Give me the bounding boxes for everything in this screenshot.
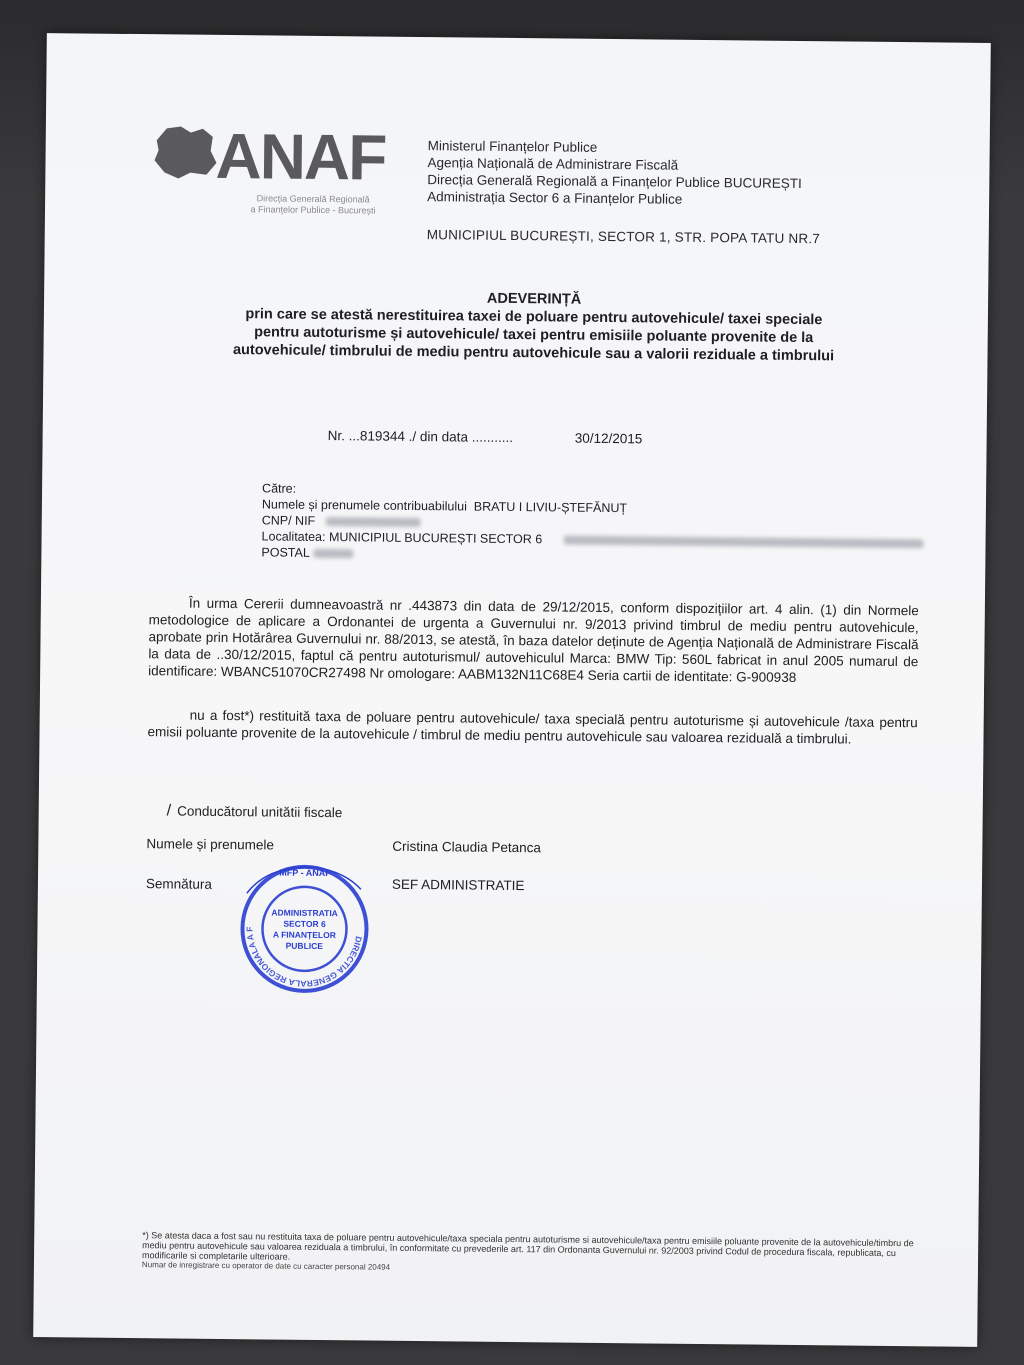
romania-map-icon bbox=[150, 122, 219, 183]
svg-text:PUBLICE: PUBLICE bbox=[285, 940, 324, 952]
redacted-cnp bbox=[326, 517, 421, 527]
number-text: Nr. ...819344 ./ din data ........... bbox=[327, 428, 514, 445]
body-paragraph: În urma Cererii dumneavoastră nr .443873 din data de 29/12/2015, conform dispozițiilor art. 4 alin. (1) din Normele metodologice de aplicare a Ordonantei de urgenta a Guvernului nr. 9/2013 privind timbrul de mediu pentru autovehicule, aprobate prin Hotărârea Guvernului nr. 88/2013, se atestă, în baza datelor deținute de Agenția Națională de Administrare Fiscală la data de ..30/12/2015, faptul că pentru autoturismul/ autovehiculul Marca: BMW Tip: 560L fabricat in anul 2005 numarul de identificare: WBANC51070CR27498 Nr omologare: AABM132N11C68E4 Seria cartii de identitate: G-900938 bbox=[148, 595, 919, 685]
institution-address: MUNICIPIUL BUCUREȘTI, SECTOR 1, STR. POPA TATU NR.7 bbox=[426, 227, 821, 247]
signature-name-value: Cristina Claudia Petanca bbox=[392, 838, 542, 856]
institution-line: Direcția Generală Regională a Finanțelor Publice BUCUREȘTI bbox=[427, 172, 802, 192]
locality-label: Localitatea: bbox=[261, 529, 326, 545]
title-line: autovehicule/ timbrului de mediu pentru autovehicule sau a valorii reziduale a timbrului bbox=[232, 342, 835, 365]
institution-line: Administrația Sector 6 a Finanțelor Publice bbox=[427, 189, 683, 207]
institution-line: Agenția Națională de Administrare Fiscală bbox=[427, 155, 679, 173]
signature-sign-label: Semnătura bbox=[145, 876, 213, 892]
official-stamp bbox=[232, 853, 374, 999]
svg-text:ADMINISTRATIA: ADMINISTRATIA bbox=[271, 907, 338, 919]
document-number bbox=[328, 428, 643, 446]
document-date: 30/12/2015 bbox=[574, 430, 643, 447]
redacted-postal bbox=[313, 549, 353, 558]
footnote: *) Se atesta daca a fost sau nu restituita taxa de poluare pentru autovehicule/taxa speciala pentru autoturisme si autovehicule/taxa pentru emisiile poluante provenite de la autovehicule/timbru de mediu pentru autovehicule sau valoarea reziduala a timbrului, în conformitate cu prevederile art. 117 din Ordonanta Guvernului nr. 92/2003 privind Codul de procedura fiscala, republicata, cu modificarile si completarile ulterioare. bbox=[142, 1230, 914, 1262]
brand-wordmark: ANAF bbox=[215, 119, 386, 194]
svg-text:A FINANȚELOR: A FINANȚELOR bbox=[272, 929, 336, 941]
redacted-street bbox=[563, 536, 923, 549]
title-line: prin care se atestă nerestituirea taxei de poluare pentru autovehicule/ taxei speciale bbox=[245, 306, 823, 329]
anaf-logo bbox=[150, 114, 421, 217]
recipient-to: Către: bbox=[262, 481, 297, 496]
title-line: pentru autoturisme și autovehicule/ taxei pentru emisiile poluante provenite de la bbox=[254, 324, 814, 347]
institution-line: Ministerul Finanțelor Publice bbox=[427, 138, 598, 155]
name-value: BRATU I LIVIU-ȘTEFĂNUȚ bbox=[473, 499, 628, 516]
stamp-seal-icon bbox=[232, 853, 373, 994]
svg-text:SECTOR 6: SECTOR 6 bbox=[283, 918, 326, 930]
body-paragraph: nu a fost*) restituită taxa de poluare pentru autovehicule/ taxa specială pentru autoturisme și autovehicule /taxa pentru emisii poluante provenite de la autovehicule / timbrul de mediu pentru autovehicule sau valoarea reziduală a timbrului. bbox=[147, 707, 918, 747]
document-title bbox=[163, 286, 904, 366]
title-main: ADEVERINȚĂ bbox=[486, 290, 582, 308]
institution-block bbox=[427, 137, 802, 209]
document-page bbox=[33, 33, 991, 1347]
brand-subtitle: Direcția Generală Regională a Finanțelor Publice - București bbox=[250, 193, 376, 216]
signature-role: SEF ADMINISTRATIE bbox=[391, 876, 525, 894]
svg-text:MFP - ANAF: MFP - ANAF bbox=[279, 867, 331, 879]
registration-note: Numar de inregistrare cu operator de date cu caracter personal 20494 bbox=[141, 1260, 391, 1272]
cnp-label: CNP/ NIF bbox=[261, 513, 316, 528]
locality-value: MUNICIPIUL BUCUREȘTI SECTOR 6 bbox=[328, 530, 543, 547]
recipient-block bbox=[261, 480, 923, 567]
signature-head-label: / Conducătorul unitătii fiscale bbox=[166, 802, 343, 821]
svg-text:DIRECTIA GENERALA REGIONALA A: DIRECTIA GENERALA REGIONALA A FINANTELOR bbox=[244, 926, 364, 989]
name-label: Numele și prenumele contribuabilului bbox=[261, 497, 467, 514]
postal-label: POSTAL bbox=[261, 545, 310, 560]
signature-name-label: Numele și prenumele bbox=[146, 836, 275, 853]
